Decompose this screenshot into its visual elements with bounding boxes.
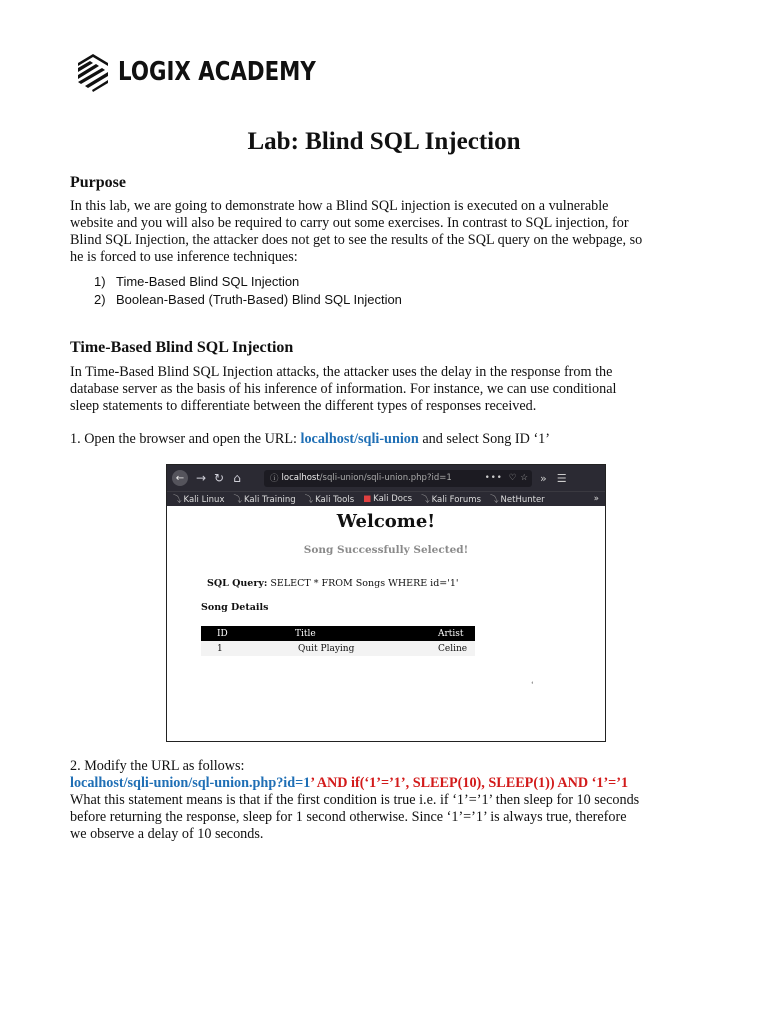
text-line: database server as the basis of his inference of information. For instance, we can use conditional bbox=[70, 381, 617, 397]
kali-icon: ⤵ bbox=[233, 495, 242, 505]
time-based-heading: Time-Based Blind SQL Injection bbox=[70, 339, 294, 356]
step-1-suffix: and select Song ID ‘1’ bbox=[418, 431, 550, 447]
url-path: /sqli-union/sqli-union.php?id=1 bbox=[319, 473, 452, 483]
bookmark-star-icon: ☆ bbox=[520, 473, 528, 483]
list-item bbox=[94, 291, 402, 309]
text-line: sleep statements to differentiate between the different types of responses received. bbox=[70, 398, 537, 414]
menu-icon: ☰ bbox=[556, 471, 567, 485]
table-header-row bbox=[201, 626, 475, 641]
bookmarks-bar bbox=[167, 491, 605, 506]
bookmark-item bbox=[233, 493, 295, 505]
home-icon: ⌂ bbox=[233, 471, 241, 485]
text-line: In this lab, we are going to demonstrate how a Blind SQL injection is executed on a vulnerable bbox=[70, 198, 609, 214]
success-message: Song Successfully Selected! bbox=[303, 544, 469, 556]
kali-icon: ⤵ bbox=[304, 495, 314, 505]
page-title: Lab: Blind SQL Injection bbox=[247, 128, 521, 155]
step-2-intro: 2. Modify the URL as follows: bbox=[70, 758, 245, 774]
bookmark-item bbox=[421, 493, 481, 505]
bookmark-item bbox=[490, 493, 545, 505]
text-line: What this statement means is that if the first condition is true i.e. if ‘1’=’1’ then sleep for 10 seconds bbox=[70, 792, 640, 808]
sql-query-text: SELECT * FROM Songs WHERE id='1' bbox=[267, 578, 459, 589]
forward-arrow-icon: → bbox=[195, 471, 207, 485]
text-line: before returning the response, sleep for 1 second otherwise. Since ‘1’=’1’ is always true, therefore bbox=[70, 809, 627, 825]
bookmark-item bbox=[173, 493, 224, 505]
sql-query-label: SQL Query: bbox=[207, 578, 268, 589]
table-row bbox=[201, 641, 475, 656]
page-actions-icon: ••• bbox=[484, 473, 503, 483]
table-header: ID bbox=[201, 626, 295, 641]
logo-text: LOGIX ACADEMY bbox=[118, 57, 316, 87]
cursor-mark: ‘ bbox=[531, 680, 534, 689]
modified-url-link[interactable]: localhost/sqli-union/sql-union.php?id=1 bbox=[70, 775, 311, 791]
overflow-chevron-icon: » bbox=[540, 471, 547, 485]
text-line: In Time-Based Blind SQL Injection attacks, the attacker uses the delay in the response from the bbox=[70, 364, 613, 380]
text-line: Blind SQL Injection, the attacker does not get to see the results of the SQL query on the webpage, so bbox=[70, 232, 643, 248]
step-1-prefix: 1. Open the browser and open the URL: bbox=[70, 431, 301, 447]
info-icon: ⓘ bbox=[270, 474, 279, 484]
sql-query-line bbox=[207, 578, 459, 589]
step-2 bbox=[70, 758, 710, 843]
table-cell: 1 bbox=[201, 641, 295, 656]
list-text: Time-Based Blind SQL Injection bbox=[116, 274, 300, 289]
browser-screenshot bbox=[166, 464, 606, 742]
text-line: we observe a delay of 10 seconds. bbox=[70, 826, 264, 842]
text-line: website and you will also be required to carry out some exercises. In contrast to SQL injection, for bbox=[70, 215, 629, 231]
table-cell: Celine bbox=[438, 641, 475, 656]
kali-icon: ⤵ bbox=[421, 495, 430, 505]
url-bar bbox=[264, 470, 532, 487]
back-arrow-icon: ← bbox=[172, 470, 188, 486]
bookmark-label: NetHunter bbox=[500, 495, 545, 505]
list-number: 2) bbox=[94, 292, 106, 307]
table-header: Title bbox=[295, 626, 438, 641]
bookmarks-overflow-icon: » bbox=[593, 494, 599, 504]
bookmark-label: Kali Linux bbox=[183, 495, 225, 505]
reload-icon: ↻ bbox=[213, 471, 225, 485]
purpose-heading: Purpose bbox=[70, 174, 126, 191]
bookmark-label: Kali Training bbox=[244, 495, 296, 505]
sql-payload: ’ AND if(‘1’=’1’, SLEEP(10), SLEEP(1)) AND ‘1’=’1 bbox=[310, 775, 629, 791]
kali-icon: ⤵ bbox=[173, 495, 182, 505]
pocket-icon: ♡ bbox=[508, 473, 517, 483]
bookmark-item bbox=[305, 493, 355, 505]
table-header: Artist bbox=[438, 626, 475, 641]
technique-list bbox=[94, 273, 402, 309]
purpose-paragraph bbox=[70, 198, 700, 266]
text-line: he is forced to use inference techniques: bbox=[70, 249, 298, 265]
song-details-heading: Song Details bbox=[201, 602, 269, 613]
list-item bbox=[94, 273, 402, 291]
list-number: 1) bbox=[94, 274, 106, 289]
logix-logo-icon bbox=[76, 52, 110, 92]
url-host: localhost bbox=[281, 473, 320, 483]
table-cell: Quit Playing bbox=[295, 641, 438, 656]
bookmark-label: Kali Tools bbox=[315, 495, 355, 505]
step-1 bbox=[70, 431, 700, 448]
docs-icon: ■ bbox=[363, 494, 372, 504]
nethunter-icon: ⤵ bbox=[490, 495, 499, 505]
logo bbox=[76, 52, 359, 92]
bookmark-label: Kali Docs bbox=[373, 494, 413, 504]
song-table bbox=[201, 626, 475, 656]
bookmark-item bbox=[363, 494, 412, 504]
welcome-heading: Welcome! bbox=[336, 511, 436, 532]
list-text: Boolean-Based (Truth-Based) Blind SQL Injection bbox=[116, 292, 402, 307]
sqli-union-link[interactable]: localhost/sqli-union bbox=[300, 431, 419, 447]
browser-toolbar bbox=[167, 465, 605, 491]
time-based-paragraph bbox=[70, 364, 700, 415]
bookmark-label: Kali Forums bbox=[431, 495, 482, 505]
